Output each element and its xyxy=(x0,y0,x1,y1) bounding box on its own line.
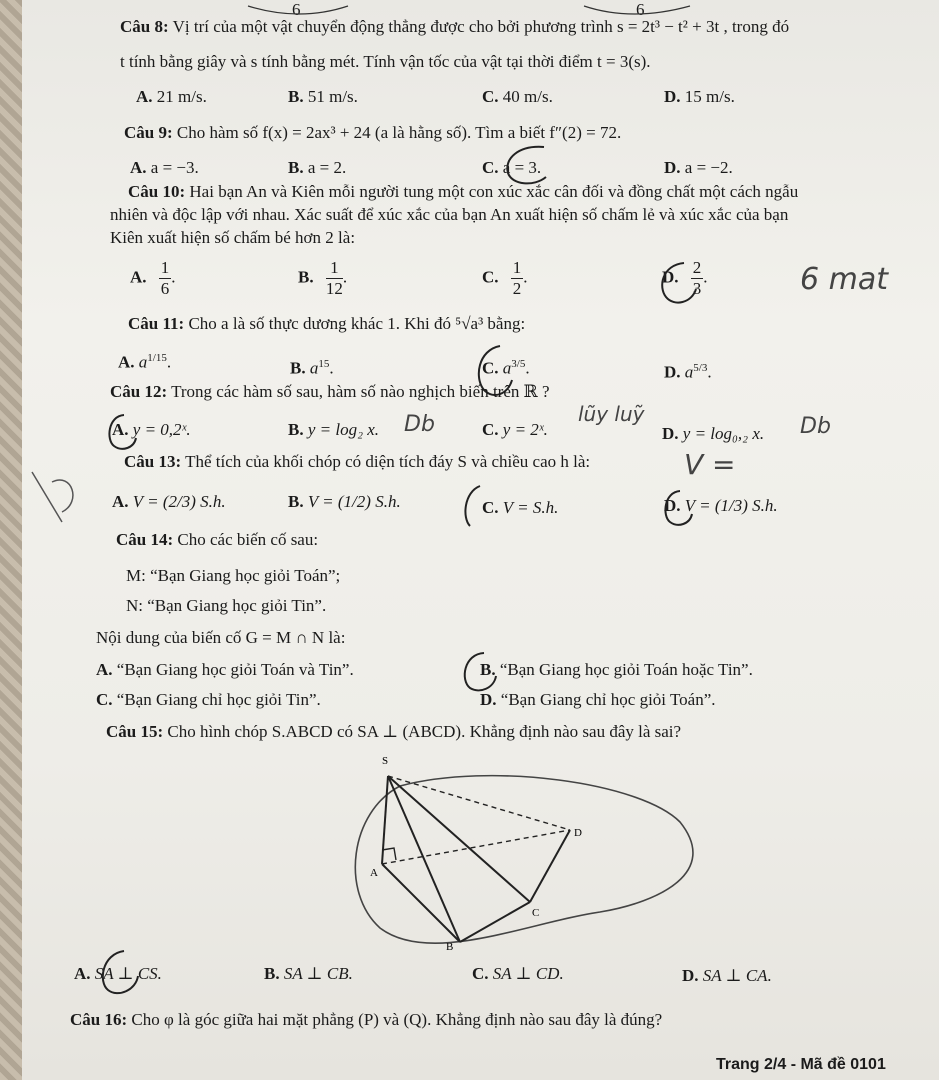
q12-option-d[interactable]: D. y = log₀,₂ x. xyxy=(662,424,765,443)
vertex-d-label: D xyxy=(574,827,582,839)
q10-handwriting: 6 mat xyxy=(800,262,888,297)
q10-answer-circle xyxy=(654,259,704,309)
question-14 xyxy=(116,530,318,550)
q15-option-a[interactable]: A. SA ⊥ CS. xyxy=(74,964,162,983)
q13-option-d[interactable]: D. V = (1/3) S.h. xyxy=(664,496,778,515)
q10-option-a[interactable]: A. $\frac{1}{6}$ . xyxy=(130,258,176,298)
q10-option-b[interactable]: B. $\frac{1}{12}$ . xyxy=(298,258,348,298)
q12-handwriting-b: Db xyxy=(404,412,435,437)
question-10-text-line3: Kiên xuất hiện số chấm bé hơn 2 là: xyxy=(110,228,356,247)
question-12-label: Câu 12: xyxy=(110,382,168,401)
event-m: M: “Bạn Giang học giỏi Toán”; xyxy=(126,566,341,585)
q11-option-b[interactable]: B. $a^{15}$. xyxy=(290,358,334,378)
question-16-text: Cho φ là góc giữa hai mặt phẳng (P) và (Q). Khẳng định nào sau đây là đúng? xyxy=(131,1010,663,1029)
question-12-text: Trong các hàm số sau, hàm số nào nghịch biến trên ℝ ? xyxy=(171,382,550,401)
q14-answer-circle xyxy=(456,650,506,694)
q14-option-d[interactable]: D. “Bạn Giang chỉ học giỏi Toán”. xyxy=(480,690,716,709)
question-10-label: Câu 10: xyxy=(128,182,186,201)
q13-answer-circle xyxy=(660,488,700,528)
question-8-text: Vị trí của một vật chuyển động thẳng được cho bởi phương trình s = 2t³ − t² + 3t , trong đó xyxy=(172,17,790,36)
question-11 xyxy=(128,314,525,334)
question-13-label: Câu 13: xyxy=(124,452,182,471)
q10-option-d[interactable]: D. $\frac{2}{3}$ . xyxy=(662,258,708,298)
q12-handwriting-d: Db xyxy=(800,414,831,439)
question-14-text-line2: Nội dung của biến cố G = M ∩ N là: xyxy=(96,628,346,647)
pyramid-figure xyxy=(340,752,700,992)
question-11-text: Cho a là số thực dương khác 1. Khi đó ⁵√a³ bằng: xyxy=(188,314,526,333)
question-16-label: Câu 16: xyxy=(70,1010,128,1029)
question-14-text: Cho các biến cố sau: xyxy=(177,530,319,549)
q11-option-d[interactable]: D. $a^{5/3}$. xyxy=(664,362,712,382)
question-13-text: Thể tích của khối chóp có diện tích đáy S và chiều cao h là: xyxy=(185,452,591,471)
question-8-label: Câu 8: xyxy=(120,17,169,36)
q13-option-b[interactable]: B. V = (1/2) S.h. xyxy=(288,492,401,511)
question-9 xyxy=(124,123,621,143)
q10-option-c[interactable]: C. $\frac{1}{2}$ . xyxy=(482,258,528,298)
q12-answer-circle xyxy=(104,412,144,452)
question-15-label: Câu 15: xyxy=(106,722,164,741)
page-footer: Trang 2/4 - Mã đề 0101 xyxy=(716,1056,886,1073)
question-11-label: Câu 11: xyxy=(128,314,185,333)
q8-option-d[interactable]: D. 15 m/s. xyxy=(664,87,735,106)
q14-option-c[interactable]: C. “Bạn Giang chỉ học giỏi Tin”. xyxy=(96,690,321,709)
question-10-text-line2: nhiên và độc lập với nhau. Xác suất để xúc xắc của bạn An xuất hiện số chấm lẻ và xúc xắc của bạn xyxy=(110,205,789,224)
top-page-number-right: 6 xyxy=(636,0,645,19)
q13-option-c[interactable]: C. V = S.h. xyxy=(482,498,559,517)
question-8 xyxy=(120,17,789,37)
q13-option-a[interactable]: A. V = (2/3) S.h. xyxy=(112,492,226,511)
q12-option-c[interactable]: C. y = 2ˣ. xyxy=(482,420,548,439)
q14-option-a[interactable]: A. “Bạn Giang học giỏi Toán và Tin”. xyxy=(96,660,354,679)
vertex-c-label: C xyxy=(532,907,540,919)
top-page-number-left: 6 xyxy=(292,0,301,19)
vertex-s-label: S xyxy=(382,755,389,767)
vertex-a-label: A xyxy=(370,867,378,879)
q14-option-b[interactable]: B. “Bạn Giang học giỏi Toán hoặc Tin”. xyxy=(480,660,753,679)
q15-answer-circle xyxy=(92,948,152,998)
question-9-text: Cho hàm số f(x) = 2ax³ + 24 (a là hằng số). Tìm a biết f″(2) = 72. xyxy=(176,123,622,142)
q9-option-b[interactable]: B. a = 2. xyxy=(288,158,347,177)
question-15-text: Cho hình chóp S.ABCD có SA ⊥ (ABCD). Khẳng định nào sau đây là sai? xyxy=(167,722,682,741)
q15-option-d[interactable]: D. SA ⊥ CA. xyxy=(682,966,772,985)
q8-option-a[interactable]: A. 21 m/s. xyxy=(136,87,207,106)
q15-option-c[interactable]: C. SA ⊥ CD. xyxy=(472,964,564,983)
q12-option-a[interactable]: A. y = 0,2ˣ. xyxy=(112,420,191,439)
q12-option-b[interactable]: B. y = log₂ x. xyxy=(288,420,380,439)
q11-option-c[interactable]: C. $a^{3/5}$. xyxy=(482,358,530,378)
question-13 xyxy=(124,452,590,472)
q12-handwriting-c: lũy luỹ xyxy=(578,402,645,426)
q15-option-b[interactable]: B. SA ⊥ CB. xyxy=(264,964,353,983)
event-n: N: “Bạn Giang học giỏi Tin”. xyxy=(126,596,327,615)
q9-option-a[interactable]: A. a = −3. xyxy=(130,158,199,177)
question-16 xyxy=(70,1010,662,1030)
q13-answer-bracket xyxy=(456,482,516,532)
q13-handwriting: V = xyxy=(684,448,736,481)
q11-option-a[interactable]: A. $a^{1/15}$. xyxy=(118,352,172,372)
q9-option-d[interactable]: D. a = −2. xyxy=(664,158,733,177)
margin-scribble xyxy=(22,462,92,532)
question-8-text-line2: t tính bằng giây và s tính bằng mét. Tính vận tốc của vật tại thời điểm t = 3(s). xyxy=(120,52,651,71)
q8-option-b[interactable]: B. 51 m/s. xyxy=(288,87,358,106)
question-12 xyxy=(110,382,550,402)
q8-option-c[interactable]: C. 40 m/s. xyxy=(482,87,553,106)
question-10-text: Hai bạn An và Kiên mỗi người tung một con xúc xắc cân đối và đồng chất một cách ngẫu xyxy=(189,182,799,201)
vertex-b-label: B xyxy=(446,941,454,953)
question-10 xyxy=(128,182,798,202)
question-9-label: Câu 9: xyxy=(124,123,173,142)
question-15 xyxy=(106,722,681,742)
q9-option-c[interactable]: C. a = 3. xyxy=(482,158,542,177)
question-14-label: Câu 14: xyxy=(116,530,174,549)
